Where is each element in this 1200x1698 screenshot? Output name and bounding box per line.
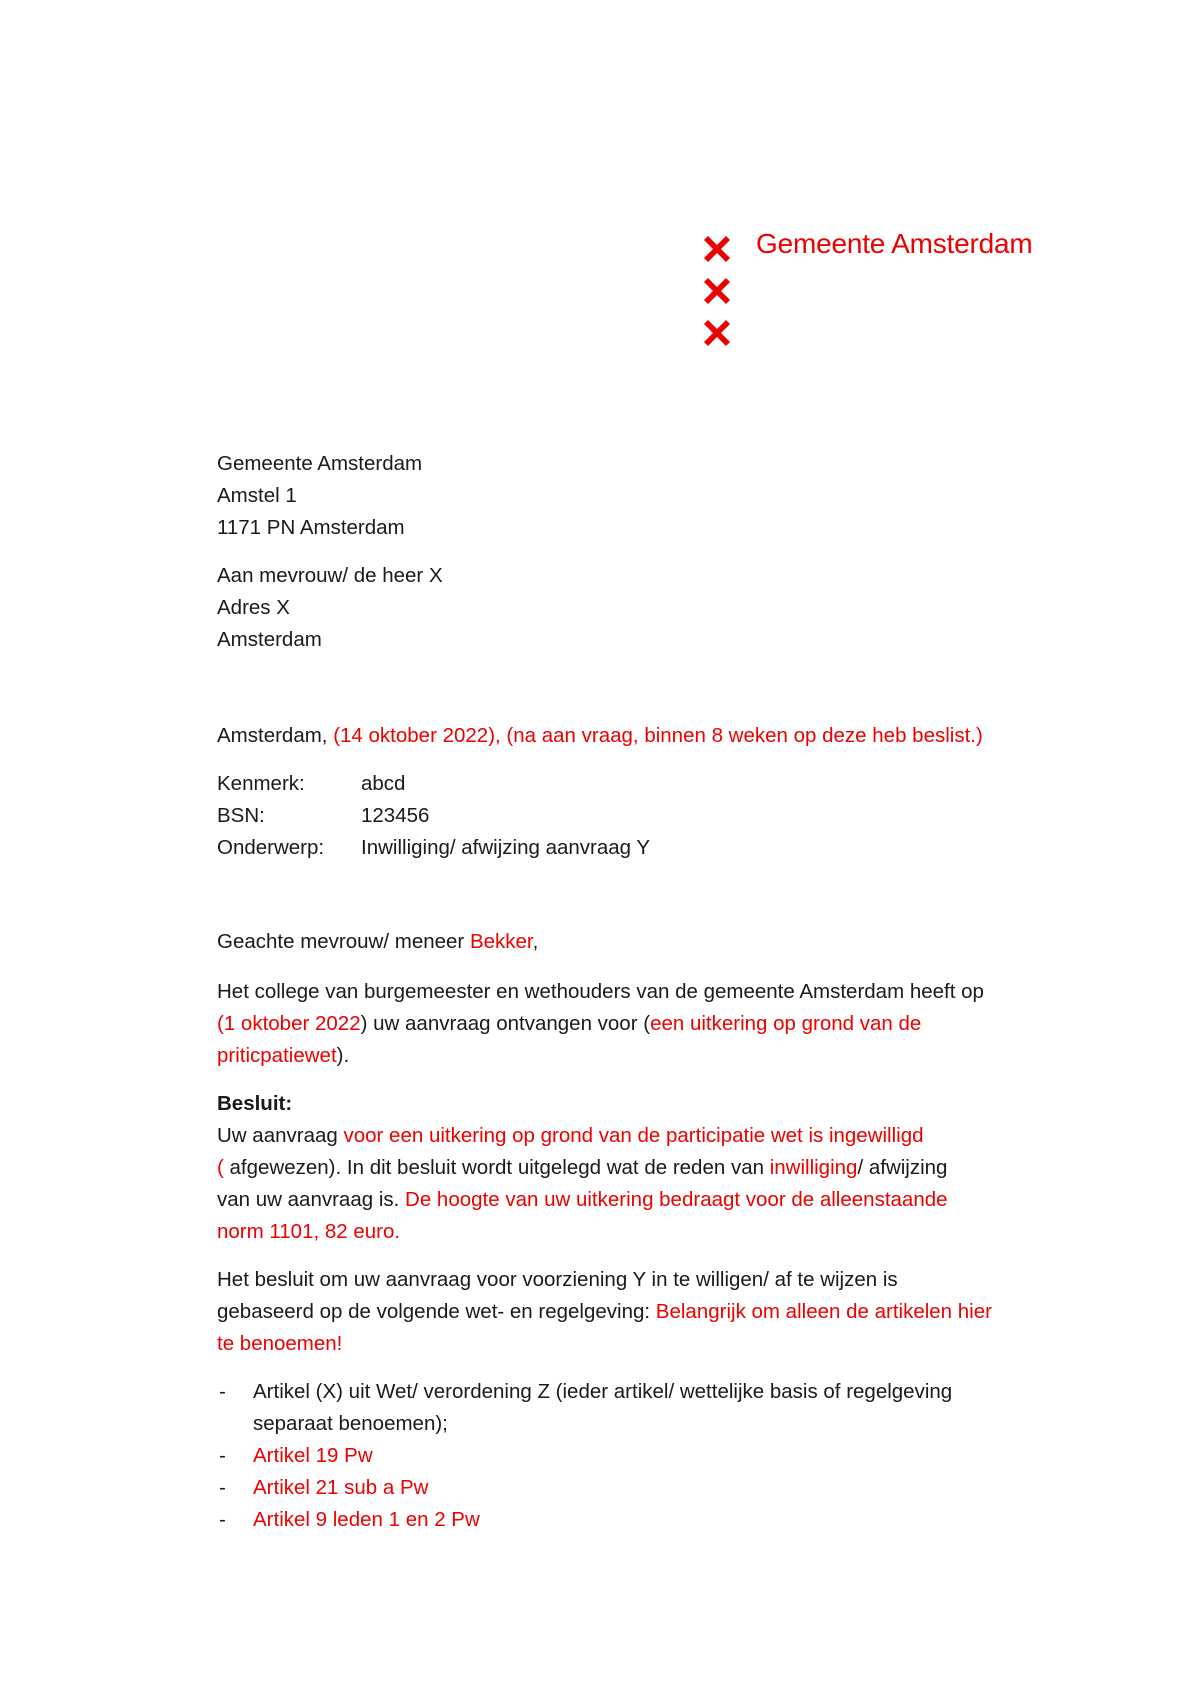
article-item-3: Artikel 21 sub a Pw [253,1476,429,1499]
meta-kenmerk-label: Kenmerk: [217,772,305,795]
andreas-cross-icon [700,316,734,350]
besluit-line-3: van uw aanvraag is. De hoogte van uw uitkering bedraagt voor de alleenstaande [217,1188,948,1211]
basis-line-1: Het besluit om uw aanvraag voor voorziening Y in te willigen/ af te wijzen is [217,1268,898,1291]
andreas-cross-icon [700,232,734,266]
greeting [217,926,1067,958]
meta-bsn [217,800,1067,832]
greeting-suffix: , [532,930,539,953]
letter-meta [217,768,1067,864]
meta-onderwerp-value: Inwilliging/ afwijzing aanvraag Y [361,836,651,859]
meta-bsn-label: BSN: [217,804,265,827]
andreas-cross-icon [700,274,734,308]
date-line [217,720,1067,752]
recipient-street: Adres X [217,596,290,619]
article-item-4: Artikel 9 leden 1 en 2 Pw [253,1508,480,1531]
article-item-1-line-1: Artikel (X) uit Wet/ verordening Z (ieder artikel/ wettelijke basis of regelgeving [253,1380,953,1403]
besluit-line-4: norm 1101, 82 euro. [217,1220,401,1243]
article-item-2: Artikel 19 Pw [253,1444,373,1467]
meta-onderwerp-label: Onderwerp: [217,836,325,859]
sender-street: Amstel 1 [217,484,297,507]
meta-bsn-value: 123456 [361,804,430,827]
meta-onderwerp [217,832,1067,864]
intro-received-date: 1 oktober 2022 [223,1012,361,1035]
logo-text: Gemeente Amsterdam [756,228,1033,259]
sender-address [217,448,1067,544]
recipient-salutation: Aan mevrouw/ de heer X [217,564,443,587]
gemeente-amsterdam-logo [700,228,1060,362]
basis-line-2: gebaseerd op de volgende wet- en regelgeving: Belangrijk om alleen de artikelen hier [217,1300,992,1323]
greeting-name: Bekker [469,930,533,953]
andreas-crosses [700,232,736,358]
besluit-line-1: Uw aanvraag voor een uitkering op grond van de participatie wet is ingewilligd [217,1124,924,1147]
greeting-prefix: Geachte mevrouw/ meneer [217,930,470,953]
besluit-section [217,1088,1067,1248]
intro-line-1: Het college van burgemeester en wethouders van de gemeente Amsterdam heeft op [217,980,984,1003]
list-item: - Artikel (X) uit Wet/ verordening Z (ieder artikel/ wettelijke basis of regelgeving separaat benoemen); [217,1376,1087,1440]
legal-basis-paragraph [217,1264,1067,1360]
intro-line-2: (1 oktober 2022) uw aanvraag ontvangen voor (een uitkering op grond van de [217,1012,922,1035]
basis-line-3: te benoemen! [217,1332,343,1355]
meta-kenmerk-value: abcd [361,772,406,795]
date-place: Amsterdam, [217,724,328,747]
articles-list [217,1376,1087,1536]
meta-kenmerk [217,768,1067,800]
sender-postcode-city: 1171 PN Amsterdam [217,516,405,539]
date-value: (14 oktober 2022), (na aan vraag, binnen 8 weken op deze heb beslist.) [333,724,983,747]
besluit-heading: Besluit: [217,1092,293,1115]
recipient-city: Amsterdam [217,628,322,651]
intro-line-3: priticpatiewet). [217,1044,350,1067]
list-item: - Artikel 19 Pw [217,1440,1087,1472]
recipient-address [217,560,1067,656]
list-item: - Artikel 9 leden 1 en 2 Pw [217,1504,1087,1536]
list-item: - Artikel 21 sub a Pw [217,1472,1087,1504]
sender-name: Gemeente Amsterdam [217,452,423,475]
article-item-1-line-2: separaat benoemen); [253,1412,448,1435]
intro-paragraph [217,976,1067,1072]
besluit-line-2: ( afgewezen). In dit besluit wordt uitgelegd wat de reden van inwilliging/ afwijzing [217,1156,948,1179]
